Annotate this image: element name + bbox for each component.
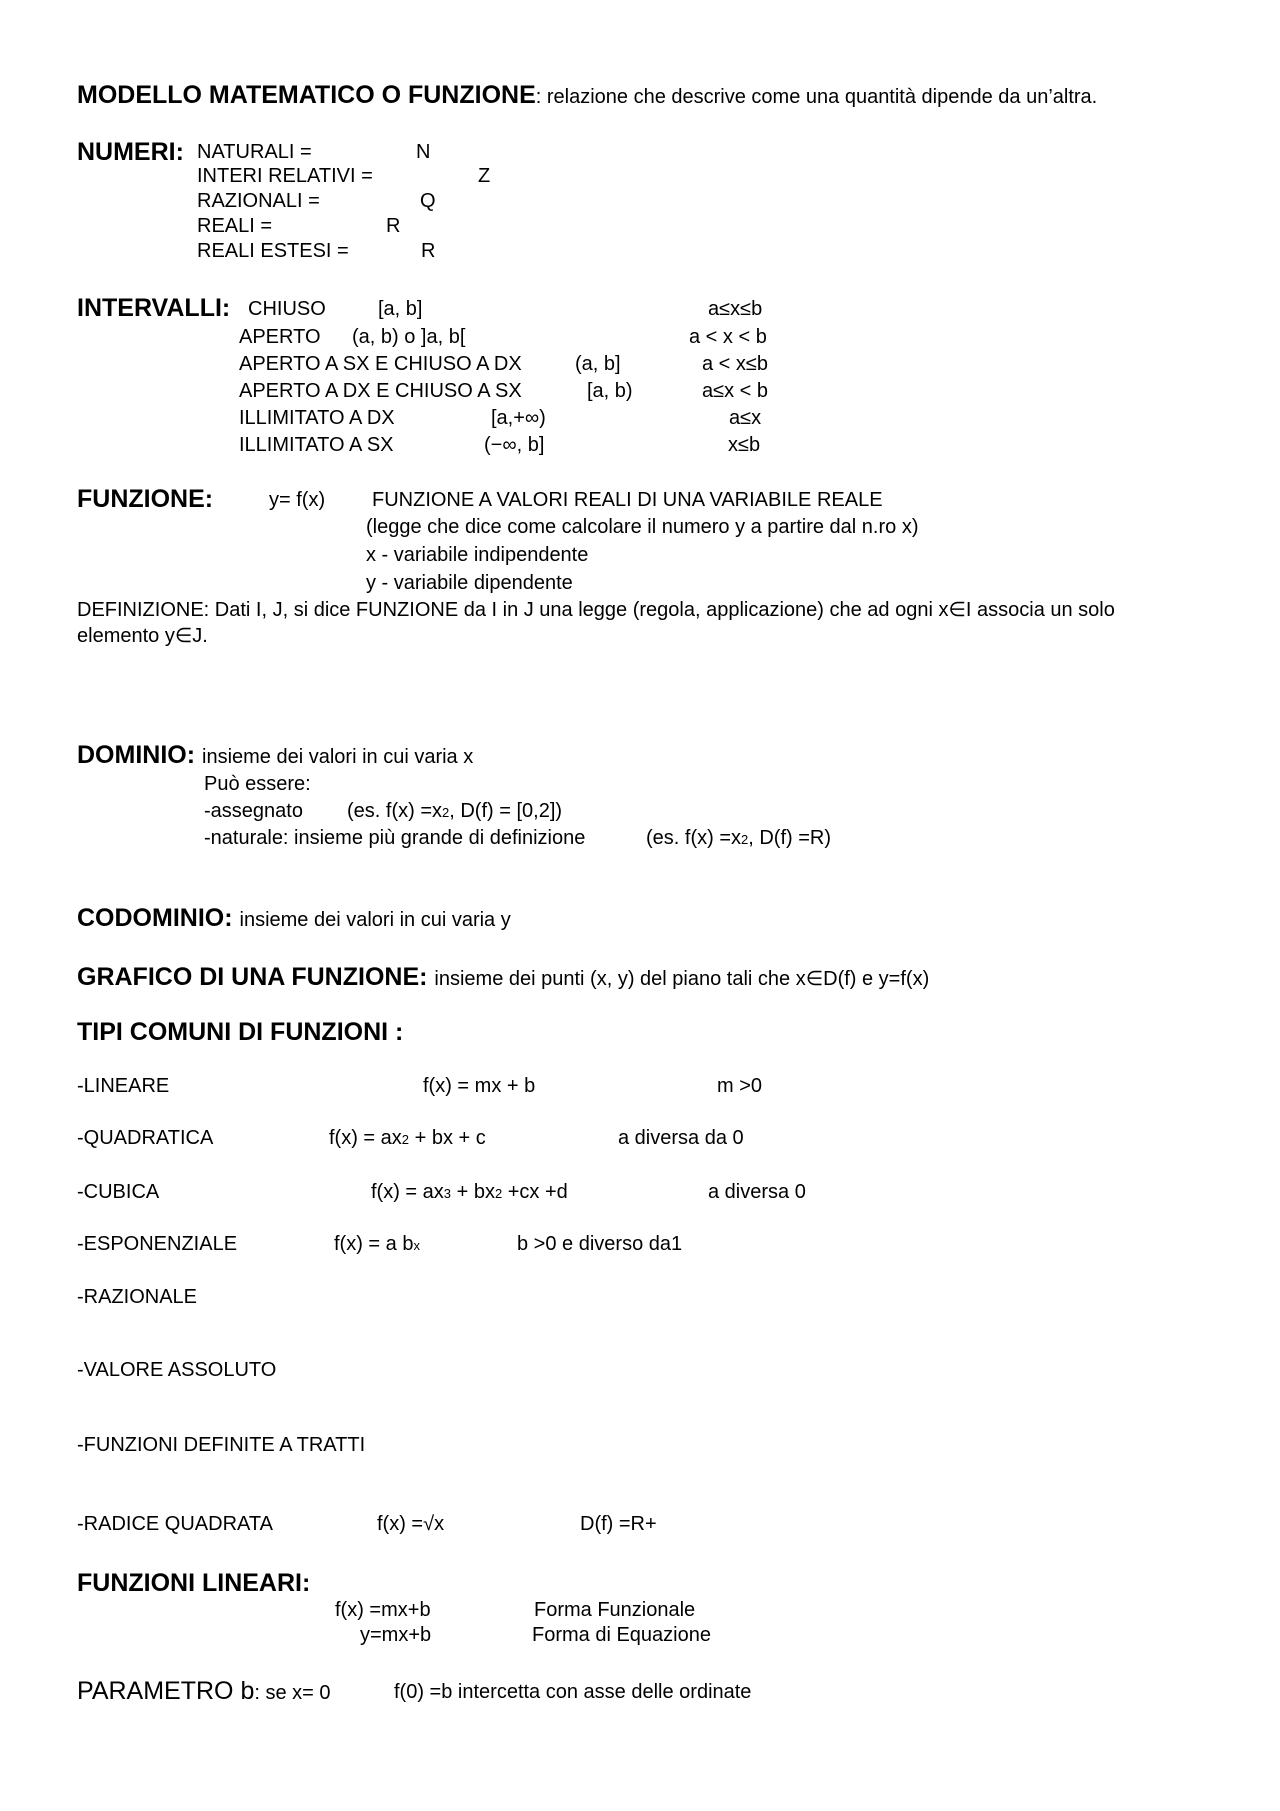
intervallo-name: ILLIMITATO A DX xyxy=(239,407,395,429)
dominio-heading: DOMINIO: xyxy=(77,741,196,769)
intervallo-notation: (a, b) o ]a, b[ xyxy=(352,326,466,348)
intervallo-name: APERTO xyxy=(239,326,321,348)
intervallo-condition: a≤x xyxy=(729,407,762,429)
formula-text: +cx +d xyxy=(502,1181,568,1203)
intervallo-notation: [a, b) xyxy=(587,380,633,402)
parametro-text: : se x= 0 xyxy=(254,1682,331,1704)
intervallo-name: ILLIMITATO A SX xyxy=(239,434,394,456)
intervallo-notation: [a, b] xyxy=(378,298,423,320)
formula-text: f(x) = ax xyxy=(329,1127,402,1149)
numeri-label: INTERI RELATIVI = xyxy=(197,165,373,187)
example-text: (es. f(x) =x xyxy=(646,827,742,849)
dominio-line: Può essere: xyxy=(204,773,311,795)
grafico-heading-line xyxy=(77,962,929,994)
numeri-label: NATURALI = xyxy=(197,141,312,163)
funzione-line: (legge che dice come calcolare il numero y a partire dal n.ro x) xyxy=(366,516,919,538)
intervallo-condition: a < x≤b xyxy=(702,353,769,375)
dominio-heading-line xyxy=(77,740,473,772)
lineari-formula: y=mx+b xyxy=(360,1624,432,1646)
tipo-lineare: -LINEARE xyxy=(77,1075,170,1097)
tipo-quadratica: -QUADRATICA xyxy=(77,1127,214,1149)
lineari-heading: FUNZIONI LINEARI: xyxy=(77,1569,311,1597)
funzione-definition: DEFINIZIONE: Dati I, J, si dice FUNZIONE da I in J una legge (regola, applicazione) che ad ogni x∈I associa un solo xyxy=(77,599,1115,621)
intervallo-condition: x≤b xyxy=(728,434,761,456)
funzione-title: FUNZIONE A VALORI REALI DI UNA VARIABILE REALE xyxy=(372,489,883,511)
parametro-heading: PARAMETRO b xyxy=(77,1677,255,1705)
lineari-form: Forma di Equazione xyxy=(532,1624,711,1646)
tipo-razionale: -RAZIONALE xyxy=(77,1286,198,1308)
intervallo-notation: (−∞, b] xyxy=(484,434,545,456)
example-text: (es. f(x) =x xyxy=(347,800,443,822)
exponent: 3 xyxy=(443,1186,452,1201)
intervallo-condition: a < x < b xyxy=(689,326,767,348)
funzione-line: y - variabile dipendente xyxy=(366,572,573,594)
intervallo-name: APERTO A DX E CHIUSO A SX xyxy=(239,380,522,402)
intervallo-condition: a≤x≤b xyxy=(708,298,763,320)
tipo-esponenziale: -ESPONENZIALE xyxy=(77,1233,238,1255)
lineari-formula: f(x) =mx+b xyxy=(335,1599,431,1621)
dominio-assegnato: -assegnato xyxy=(204,800,303,822)
tipo-radice-formula: f(x) =√x xyxy=(377,1513,445,1535)
numeri-symbol: R xyxy=(421,240,436,262)
funzione-formula: y= f(x) xyxy=(269,489,326,511)
grafico-text: insieme dei punti (x, y) del piano tali che x∈D(f) e y=f(x) xyxy=(434,968,930,990)
tipo-lineare-formula: f(x) = mx + b xyxy=(423,1075,536,1097)
intervallo-notation: [a,+∞) xyxy=(491,407,546,429)
codominio-text: insieme dei valori in cui varia y xyxy=(239,909,511,931)
formula-text: f(x) = a b xyxy=(334,1233,414,1255)
parametro-result: f(0) =b intercetta con asse delle ordinate xyxy=(394,1681,752,1703)
exponent: 2 xyxy=(442,805,450,820)
tipo-cubica: -CUBICA xyxy=(77,1181,160,1203)
formula-text: + bx xyxy=(451,1181,495,1203)
tipo-cubica-formula xyxy=(371,1180,568,1206)
exponent: 2 xyxy=(494,1186,503,1201)
parametro-line xyxy=(77,1676,331,1708)
funzione-heading: FUNZIONE: xyxy=(77,485,214,513)
tipo-radice: -RADICE QUADRATA xyxy=(77,1513,273,1535)
dominio-naturale: -naturale: insieme più grande di definizione xyxy=(204,827,586,849)
tipo-quadratica-formula xyxy=(329,1126,486,1152)
numeri-heading: NUMERI: xyxy=(77,138,184,166)
formula-text: f(x) = ax xyxy=(371,1181,444,1203)
modello-heading: MODELLO MATEMATICO O FUNZIONE xyxy=(77,81,536,109)
tipo-esponenziale-formula xyxy=(334,1232,420,1258)
numeri-symbol: Q xyxy=(420,190,436,212)
codominio-heading: CODOMINIO: xyxy=(77,904,233,932)
tipo-valore-assoluto: -VALORE ASSOLUTO xyxy=(77,1359,277,1381)
tipo-quadratica-note: a diversa da 0 xyxy=(618,1127,744,1149)
example-text: , D(f) = [0,2]) xyxy=(449,800,563,822)
intervallo-condition: a≤x < b xyxy=(702,380,769,402)
dominio-naturale-example xyxy=(646,826,831,852)
numeri-label: RAZIONALI = xyxy=(197,190,320,212)
tipi-heading: TIPI COMUNI DI FUNZIONI : xyxy=(77,1018,404,1046)
tipo-lineare-note: m >0 xyxy=(717,1075,763,1097)
numeri-label: REALI = xyxy=(197,215,273,237)
exponent: 2 xyxy=(401,1132,410,1147)
funzione-definition-cont: elemento y∈J. xyxy=(77,625,208,647)
intervallo-notation: (a, b] xyxy=(575,353,621,375)
numeri-label: REALI ESTESI = xyxy=(197,240,349,262)
tipo-tratti: -FUNZIONI DEFINITE A TRATTI xyxy=(77,1434,366,1456)
exponent: 2 xyxy=(741,832,749,847)
codominio-heading-line xyxy=(77,903,511,935)
tipo-radice-note: D(f) =R+ xyxy=(580,1513,657,1535)
tipo-esponenziale-note: b >0 e diverso da1 xyxy=(517,1233,683,1255)
numeri-symbol: Z xyxy=(478,165,491,187)
funzione-line: x - variabile indipendente xyxy=(366,544,589,566)
intervalli-heading: INTERVALLI: xyxy=(77,294,231,322)
tipo-cubica-note: a diversa 0 xyxy=(708,1181,806,1203)
exponent: x xyxy=(413,1238,420,1253)
example-text: , D(f) =R) xyxy=(748,827,832,849)
modello-text: : relazione che descrive come una quantità dipende da un’altra. xyxy=(535,86,1098,108)
lineari-form: Forma Funzionale xyxy=(534,1599,696,1621)
dominio-text: insieme dei valori in cui varia x xyxy=(202,746,474,768)
grafico-heading: GRAFICO DI UNA FUNZIONE: xyxy=(77,963,428,991)
numeri-symbol: R xyxy=(386,215,401,237)
intervallo-name: APERTO A SX E CHIUSO A DX xyxy=(239,353,522,375)
formula-text: + bx + c xyxy=(409,1127,486,1149)
modello-heading-line xyxy=(77,80,1097,112)
intervallo-name: CHIUSO xyxy=(248,298,326,320)
dominio-assegnato-example xyxy=(347,799,562,825)
numeri-symbol: N xyxy=(416,141,431,163)
